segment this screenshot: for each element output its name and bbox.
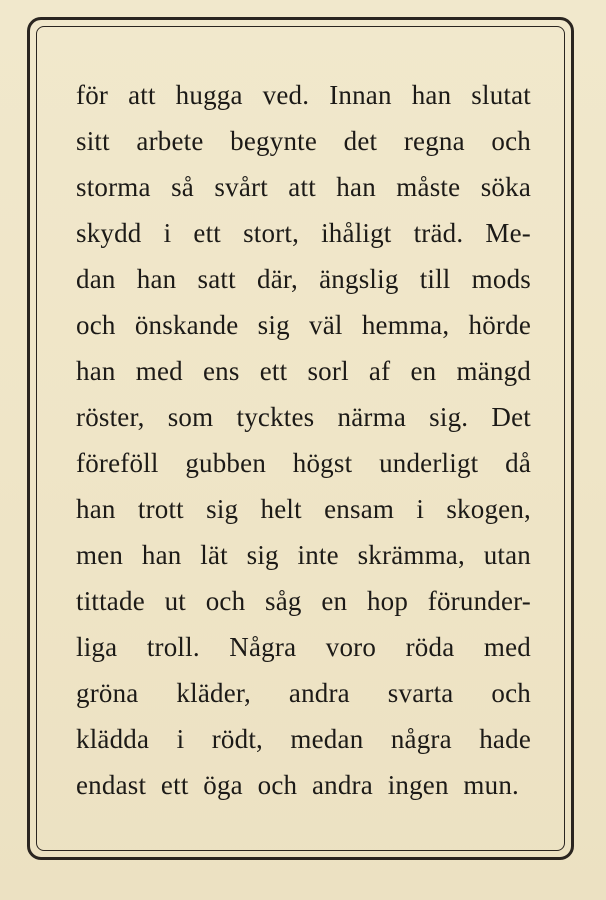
text-line: sitt arbete begynte det regna och (76, 126, 531, 156)
text-line: men han lät sig inte skrämma, utan (76, 540, 531, 570)
text-line: och önskande sig väl hemma, hörde (76, 310, 531, 340)
text-line: endast ett öga och andra ingen mun. (76, 770, 519, 800)
text-line: för att hugga ved. Innan han slutat (76, 80, 531, 110)
text-line: klädda i rödt, medan några hade (76, 724, 531, 754)
text-line: tittade ut och såg en hop förunder- (76, 586, 531, 616)
body-text (76, 72, 531, 808)
text-line: föreföll gubben högst underligt då (76, 448, 531, 478)
text-line: dan han satt där, ängslig till mods (76, 264, 531, 294)
text-line: liga troll. Några voro röda med (76, 632, 531, 662)
text-line: skydd i ett stort, ihåligt träd. Me- (76, 218, 531, 248)
text-line: storma så svårt att han måste söka (76, 172, 531, 202)
text-line: röster, som tycktes närma sig. Det (76, 402, 531, 432)
text-line: han med ens ett sorl af en mängd (76, 356, 531, 386)
text-line: han trott sig helt ensam i skogen, (76, 494, 531, 524)
text-line: gröna kläder, andra svarta och (76, 678, 531, 708)
